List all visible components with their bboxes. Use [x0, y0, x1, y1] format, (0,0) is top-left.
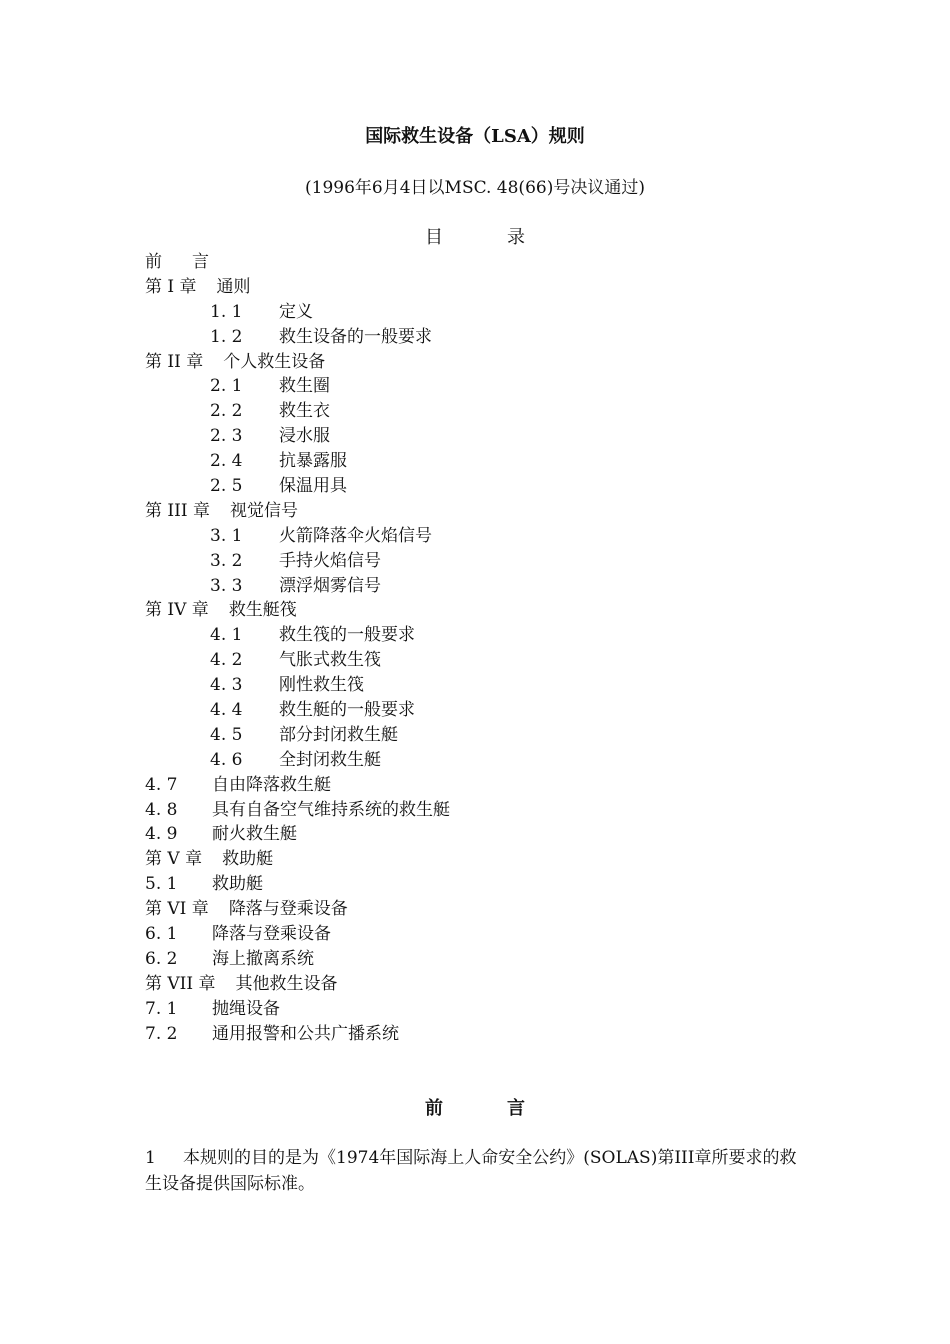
toc-chapter-row — [145, 250, 845, 275]
toc-entry-number: 7. 2 — [145, 1023, 178, 1044]
toc-entry-title: 降落与登乘设备 — [212, 924, 331, 945]
toc-entry-title: 救助艇 — [222, 849, 274, 870]
toc-entry-title: 个人救生设备 — [223, 351, 326, 372]
toc-chapter-row — [145, 847, 845, 872]
toc-entry-title: 救生筏的一般要求 — [279, 625, 415, 646]
toc-entry-number: 1. 1 — [210, 301, 243, 322]
toc-entry-number: 1. 2 — [210, 326, 243, 347]
toc-entry-title: 全封闭救生艇 — [279, 749, 381, 770]
toc-section-row — [145, 374, 845, 399]
toc-entry-number: 第 VI 章 — [145, 899, 209, 920]
toc-entry-title: 海上撤离系统 — [212, 948, 314, 969]
toc-entry-number: 第 I 章 — [145, 276, 197, 297]
toc-entry-title: 救生设备的一般要求 — [279, 326, 432, 347]
toc-section-row — [145, 549, 845, 574]
toc-entry-title: 降落与登乘设备 — [228, 899, 348, 920]
toc-entry-number: 4. 9 — [145, 824, 178, 845]
preface-heading-right: 言 — [507, 1098, 525, 1119]
document-title: 国际救生设备（LSA）规则 — [365, 126, 585, 147]
toc-chapter-row — [145, 897, 845, 922]
toc-entry-number: 4. 1 — [210, 625, 243, 646]
toc-entry-number: 2. 4 — [210, 451, 243, 472]
toc-entry-number: 3. 2 — [210, 550, 243, 571]
toc-entry-title: 通则 — [216, 276, 251, 297]
toc-entry-title: 视觉信号 — [229, 500, 298, 521]
toc-section-row — [145, 524, 845, 549]
preface-heading — [0, 1094, 950, 1124]
toc-entry-title: 自由降落救生艇 — [212, 774, 331, 795]
toc-section-row — [145, 947, 845, 972]
toc-entry-title: 通用报警和公共广播系统 — [212, 1023, 399, 1044]
toc-entry-title: 抛绳设备 — [212, 998, 280, 1019]
table-of-contents — [145, 250, 845, 1047]
paragraph-number: 1 — [145, 1148, 156, 1168]
toc-entry-number: 前 — [145, 252, 162, 272]
toc-section-row — [145, 997, 845, 1022]
toc-section-row — [145, 399, 845, 424]
toc-chapter-row — [145, 350, 845, 375]
toc-heading-right: 录 — [507, 227, 525, 248]
toc-entry-title: 手持火焰信号 — [279, 550, 381, 571]
toc-entry-title: 救生衣 — [279, 401, 330, 422]
preface-paragraph — [145, 1145, 810, 1197]
toc-entry-number: 2. 5 — [210, 476, 243, 497]
toc-entry-title: 抗暴露服 — [279, 451, 347, 472]
toc-entry-number: 6. 1 — [145, 924, 178, 945]
toc-entry-number: 3. 1 — [210, 525, 243, 546]
toc-entry-number: 4. 3 — [210, 675, 243, 696]
toc-section-row — [145, 773, 845, 798]
toc-heading-left: 目 — [425, 227, 443, 248]
toc-entry-number: 第 VII 章 — [145, 973, 216, 994]
toc-entry-number: 2. 3 — [210, 426, 243, 447]
toc-entry-title: 具有自备空气维持系统的救生艇 — [212, 799, 450, 820]
toc-section-row — [145, 798, 845, 823]
toc-entry-title: 火箭降落伞火焰信号 — [279, 525, 432, 546]
toc-section-row — [145, 698, 845, 723]
toc-entry-title: 部分封闭救生艇 — [279, 724, 398, 745]
toc-entry-number: 5. 1 — [145, 874, 178, 895]
toc-entry-title: 救生艇的一般要求 — [279, 700, 415, 721]
toc-entry-title: 气胀式救生筏 — [279, 650, 381, 671]
toc-section-row — [145, 673, 845, 698]
toc-section-row — [145, 449, 845, 474]
toc-entry-number: 4. 5 — [210, 724, 243, 745]
toc-section-row — [145, 474, 845, 499]
toc-entry-number: 4. 8 — [145, 799, 178, 820]
toc-section-row — [145, 1022, 845, 1047]
paragraph-text: 本规则的目的是为《1974年国际海上人命安全公约》(SOLAS)第III章所要求的救生设备提供国际标准。 — [145, 1148, 797, 1194]
toc-entry-number: 4. 4 — [210, 700, 243, 721]
toc-section-row — [145, 300, 845, 325]
toc-entry-number: 6. 2 — [145, 948, 178, 969]
toc-entry-number: 2. 2 — [210, 401, 243, 422]
toc-entry-number: 4. 7 — [145, 774, 178, 795]
toc-section-row — [145, 872, 845, 897]
toc-entry-title: 定义 — [279, 301, 313, 322]
toc-entry-number: 4. 6 — [210, 749, 243, 770]
toc-heading — [0, 224, 950, 252]
toc-entry-title: 救生艇筏 — [228, 600, 297, 621]
document-subtitle: (1996年6月4日以MSC. 48(66)号决议通过) — [305, 178, 645, 198]
toc-section-row — [145, 648, 845, 673]
toc-entry-number: 第 III 章 — [145, 500, 210, 521]
preface-heading-left: 前 — [425, 1098, 443, 1119]
toc-section-row — [145, 922, 845, 947]
toc-entry-number: 第 V 章 — [145, 849, 203, 870]
toc-section-row — [145, 748, 845, 773]
toc-entry-number: 2. 1 — [210, 376, 243, 397]
toc-chapter-row — [145, 275, 845, 300]
toc-chapter-row — [145, 499, 845, 524]
toc-entry-title: 刚性救生筏 — [279, 675, 364, 696]
toc-entry-number: 第 IV 章 — [145, 600, 209, 621]
toc-entry-number: 3. 3 — [210, 575, 243, 596]
toc-entry-title: 言 — [192, 252, 209, 272]
toc-entry-title: 救助艇 — [212, 874, 263, 895]
toc-entry-number: 4. 2 — [210, 650, 243, 671]
toc-entry-title: 其他救生设备 — [235, 973, 338, 994]
toc-entry-title: 漂浮烟雾信号 — [279, 575, 381, 596]
toc-section-row — [145, 325, 845, 350]
toc-chapter-row — [145, 972, 845, 997]
toc-entry-number: 第 II 章 — [145, 351, 204, 372]
toc-entry-title: 浸水服 — [279, 426, 330, 447]
toc-entry-title: 保温用具 — [279, 476, 347, 497]
toc-section-row — [145, 723, 845, 748]
toc-section-row — [145, 623, 845, 648]
toc-entry-number: 7. 1 — [145, 998, 178, 1019]
toc-section-row — [145, 574, 845, 599]
toc-section-row — [145, 424, 845, 449]
toc-chapter-row — [145, 598, 845, 623]
toc-entry-title: 耐火救生艇 — [212, 824, 297, 845]
toc-section-row — [145, 822, 845, 847]
toc-entry-title: 救生圈 — [279, 376, 330, 397]
